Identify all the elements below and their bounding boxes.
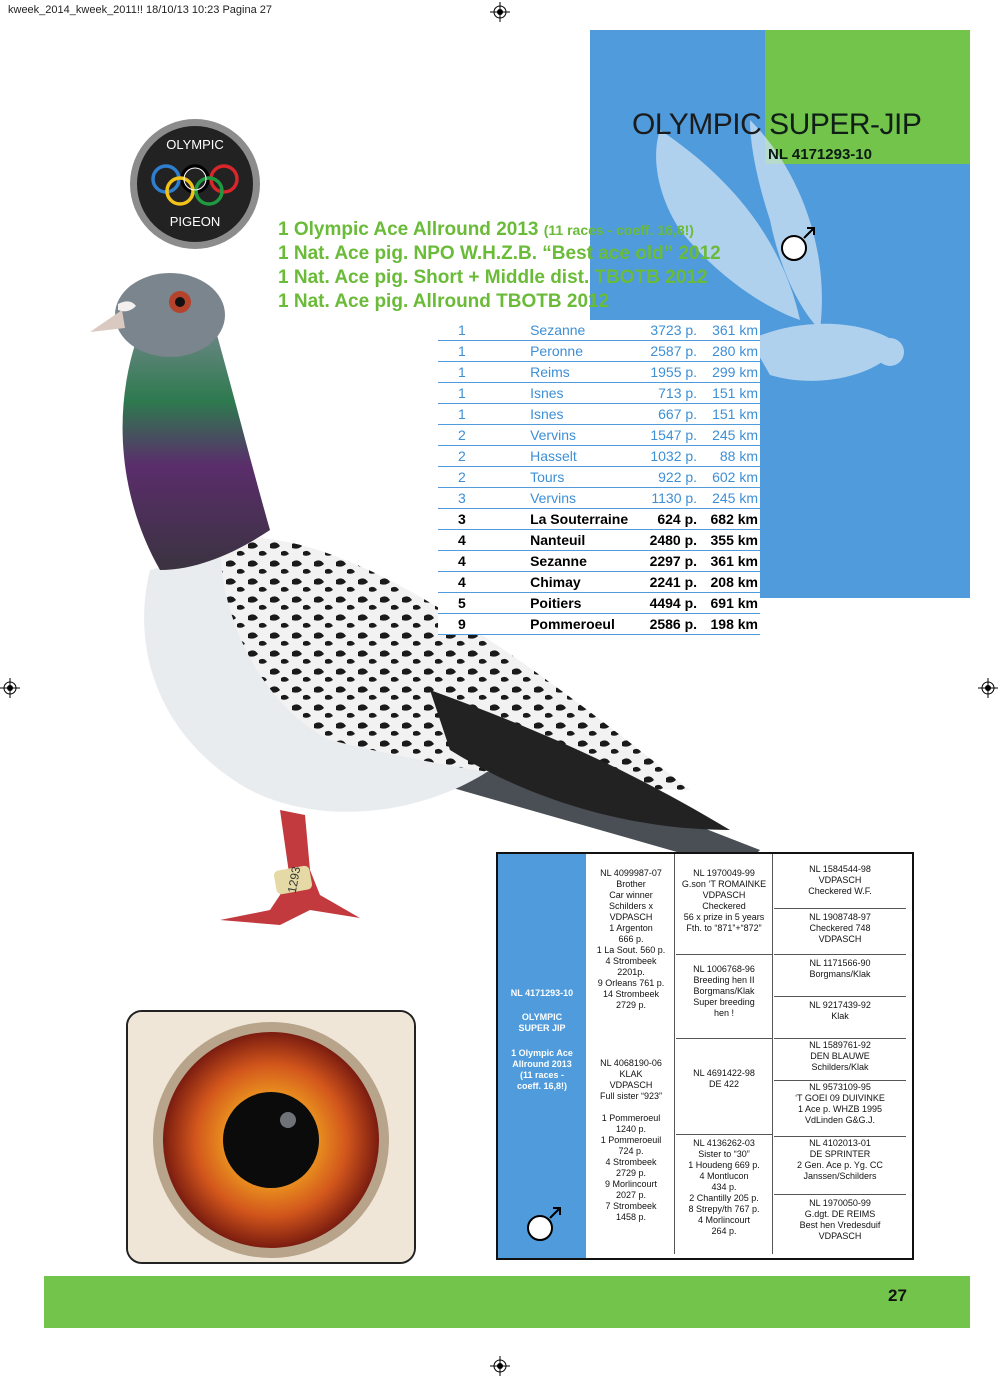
result-place: Poitiers — [528, 593, 641, 614]
pedigree-divider — [774, 1194, 906, 1195]
result-distance: 299 km — [699, 362, 760, 383]
result-distance: 151 km — [699, 383, 760, 404]
print-slug: kweek_2014_kweek_2011!! 18/10/13 10:23 Pagina 27 — [8, 4, 273, 16]
result-points: 1547 p. — [641, 425, 699, 446]
achievement-line-4: 1 Nat. Ace pig. Allround TBOTB 2012 — [278, 291, 610, 312]
result-place: Nanteuil — [528, 530, 641, 551]
title-part-1: OLYMPIC — [632, 108, 762, 141]
achievement-line-1: 1 Olympic Ace Allround 2013 (11 races - coeff. 16,8!) — [278, 219, 694, 240]
pedigree-great-grandparent: NL 9217439-92 Klak — [809, 1000, 871, 1021]
result-rank: 1 — [438, 341, 528, 362]
pedigree-chart — [496, 852, 914, 1260]
result-place: Sezanne — [528, 320, 641, 341]
result-place: La Souterraine — [528, 509, 641, 530]
pedigree-divider — [774, 1038, 906, 1039]
result-row — [438, 614, 760, 635]
result-distance: 361 km — [699, 320, 760, 341]
result-points: 1955 p. — [641, 362, 699, 383]
result-rank: 3 — [438, 488, 528, 509]
result-rank: 2 — [438, 446, 528, 467]
result-points: 2587 p. — [641, 341, 699, 362]
result-place: Hasselt — [528, 446, 641, 467]
pedigree-great-grandparent: NL 1584544-98 VDPASCH Checkered W.F. — [808, 864, 872, 896]
result-place: Pommeroeul — [528, 614, 641, 635]
result-rank: 3 — [438, 509, 528, 530]
pedigree-great-grandparent: NL 9573109-95 ‘T GOEI 09 DUIVINKE 1 Ace p. WHZB 1995 VdLinden G&G.J. — [795, 1082, 885, 1125]
pedigree-sire: NL 4099987-07 Brother Car winner Schilders x VDPASCH 1 Argenton 666 p. 1 La Sout. 560 p. 4 Strombeek 2201p. 9 Orleans 761 p. 14 Strombeek 2729 p. — [596, 868, 666, 1010]
result-points: 1032 p. — [641, 446, 699, 467]
leg-band-text: 1293 — [284, 865, 304, 895]
result-distance: 245 km — [699, 488, 760, 509]
achievements-list — [278, 218, 721, 314]
result-row — [438, 341, 760, 362]
result-points: 922 p. — [641, 467, 699, 488]
badge-top-text: OLYMPIC — [166, 137, 224, 152]
pedigree-great-grandparent: NL 1589761-92 DEN BLAUWE Schilders/Klak — [809, 1040, 871, 1072]
pedigree-divider — [674, 854, 675, 1254]
achievement-line-2: 1 Nat. Ace pig. NPO W.H.Z.B. “Best ace old” 2012 — [278, 243, 721, 264]
pedigree-divider — [774, 954, 906, 955]
result-row — [438, 572, 760, 593]
result-points: 2241 p. — [641, 572, 699, 593]
result-points: 624 p. — [641, 509, 699, 530]
result-points: 2297 p. — [641, 551, 699, 572]
result-row — [438, 404, 760, 425]
result-place: Sezanne — [528, 551, 641, 572]
achievement-line-3: 1 Nat. Ace pig. Short + Middle dist. TBOTB 2012 — [278, 267, 708, 288]
result-row — [438, 320, 760, 341]
result-points: 3723 p. — [641, 320, 699, 341]
result-rank: 5 — [438, 593, 528, 614]
result-place: Vervins — [528, 488, 641, 509]
pedigree-great-grandparent: NL 1171566-90 Borgmans/Klak — [809, 958, 871, 979]
ring-number: NL 4171293-10 — [768, 146, 872, 163]
footer-green-bar — [44, 1276, 970, 1328]
result-rank: 4 — [438, 551, 528, 572]
result-distance: 691 km — [699, 593, 760, 614]
badge-bottom-text: PIGEON — [169, 214, 221, 229]
result-rank: 2 — [438, 425, 528, 446]
registration-mark-icon — [490, 2, 510, 22]
pedigree-great-grandparent: NL 4102013-01 DE SPRINTER 2 Gen. Ace p. Yg. CC Janssen/Schilders — [797, 1138, 883, 1181]
pedigree-divider — [772, 854, 773, 1254]
pedigree-subject-note: 1 Olympic Ace Allround 2013 (11 races - coeff. 16,8!) — [511, 1048, 573, 1091]
pedigree-divider — [774, 996, 906, 997]
eye-photo — [128, 1012, 414, 1262]
olympic-pigeon-badge — [128, 117, 262, 251]
pedigree-grandparent: NL 1006768-96 Breeding hen II Borgmans/Klak Super breeding hen ! — [693, 964, 755, 1018]
pedigree-subject-name: OLYMPIC SUPER JIP — [518, 1012, 566, 1033]
registration-mark-icon — [0, 678, 20, 698]
page-number: 27 — [888, 1286, 907, 1305]
result-distance: 151 km — [699, 404, 760, 425]
result-place: Chimay — [528, 572, 641, 593]
pedigree-dam: NL 4068190-06 KLAK VDPASCH Full sister “923” 1 Pommeroeul 1240 p. 1 Pommeroeuil 724 p. 4 Strombeek 2729 p. 9 Morlincourt 2027 p. 7 Strombeek 1458 p. — [599, 1058, 662, 1222]
result-distance: 208 km — [699, 572, 760, 593]
pedigree-grandparent: NL 4136262-03 Sister to “30” 1 Houdeng 669 p. 4 Montlucon 434 p. 2 Chantilly 205 p. 8 Strepy/th 767 p. 4 Morlincourt 264 p. — [688, 1138, 760, 1236]
result-points: 1130 p. — [641, 488, 699, 509]
result-distance: 355 km — [699, 530, 760, 551]
result-distance: 245 km — [699, 425, 760, 446]
result-points: 2480 p. — [641, 530, 699, 551]
result-rank: 1 — [438, 362, 528, 383]
pedigree-divider — [676, 954, 772, 955]
result-row — [438, 551, 760, 572]
pedigree-subject-column — [498, 854, 586, 1258]
result-place: Isnes — [528, 404, 641, 425]
result-distance: 88 km — [699, 446, 760, 467]
result-rank: 4 — [438, 530, 528, 551]
pedigree-great-grandparent: NL 1908748-97 Checkered 748 VDPASCH — [809, 912, 871, 944]
result-place: Reims — [528, 362, 641, 383]
result-rank: 4 — [438, 572, 528, 593]
pedigree-divider — [774, 1080, 906, 1081]
result-row — [438, 509, 760, 530]
result-rank: 1 — [438, 320, 528, 341]
result-rank: 1 — [438, 404, 528, 425]
pedigree-divider — [676, 1134, 772, 1135]
result-points: 2586 p. — [641, 614, 699, 635]
male-symbol-icon — [524, 1204, 564, 1244]
pigeon-title — [632, 108, 921, 142]
result-distance: 280 km — [699, 341, 760, 362]
pedigree-divider — [774, 908, 906, 909]
pedigree-divider — [676, 1038, 772, 1039]
registration-mark-icon — [978, 678, 998, 698]
result-place: Peronne — [528, 341, 641, 362]
result-points: 667 p. — [641, 404, 699, 425]
pedigree-subject-ring: NL 4171293-10 — [510, 988, 574, 998]
result-row — [438, 383, 760, 404]
pedigree-grandparent: NL 1970049-99 G.son ‘T ROMAINKE VDPASCH Checkered 56 x prize in 5 years Fth. to “871”+“872” — [681, 868, 767, 933]
pedigree-great-grandparent: NL 1970050-99 G.dgt. DE REIMS Best hen Vredesduif VDPASCH — [799, 1198, 881, 1241]
race-results-table — [438, 320, 760, 635]
result-distance: 682 km — [699, 509, 760, 530]
result-place: Tours — [528, 467, 641, 488]
male-symbol-icon — [778, 224, 818, 264]
result-row — [438, 362, 760, 383]
result-row — [438, 530, 760, 551]
result-points: 4494 p. — [641, 593, 699, 614]
eye-photo-frame — [126, 1010, 416, 1264]
result-distance: 361 km — [699, 551, 760, 572]
result-place: Vervins — [528, 425, 641, 446]
result-row — [438, 425, 760, 446]
result-row — [438, 593, 760, 614]
result-points: 713 p. — [641, 383, 699, 404]
result-rank: 9 — [438, 614, 528, 635]
result-rank: 2 — [438, 467, 528, 488]
title-part-2: SUPER-JIP — [769, 108, 922, 141]
result-place: Isnes — [528, 383, 641, 404]
result-distance: 602 km — [699, 467, 760, 488]
pedigree-divider — [774, 1136, 906, 1137]
result-row — [438, 446, 760, 467]
registration-mark-icon — [490, 1356, 510, 1376]
result-row — [438, 488, 760, 509]
result-rank: 1 — [438, 383, 528, 404]
result-row — [438, 467, 760, 488]
pedigree-grandparent: NL 4691422-98 DE 422 — [693, 1068, 755, 1089]
result-distance: 198 km — [699, 614, 760, 635]
